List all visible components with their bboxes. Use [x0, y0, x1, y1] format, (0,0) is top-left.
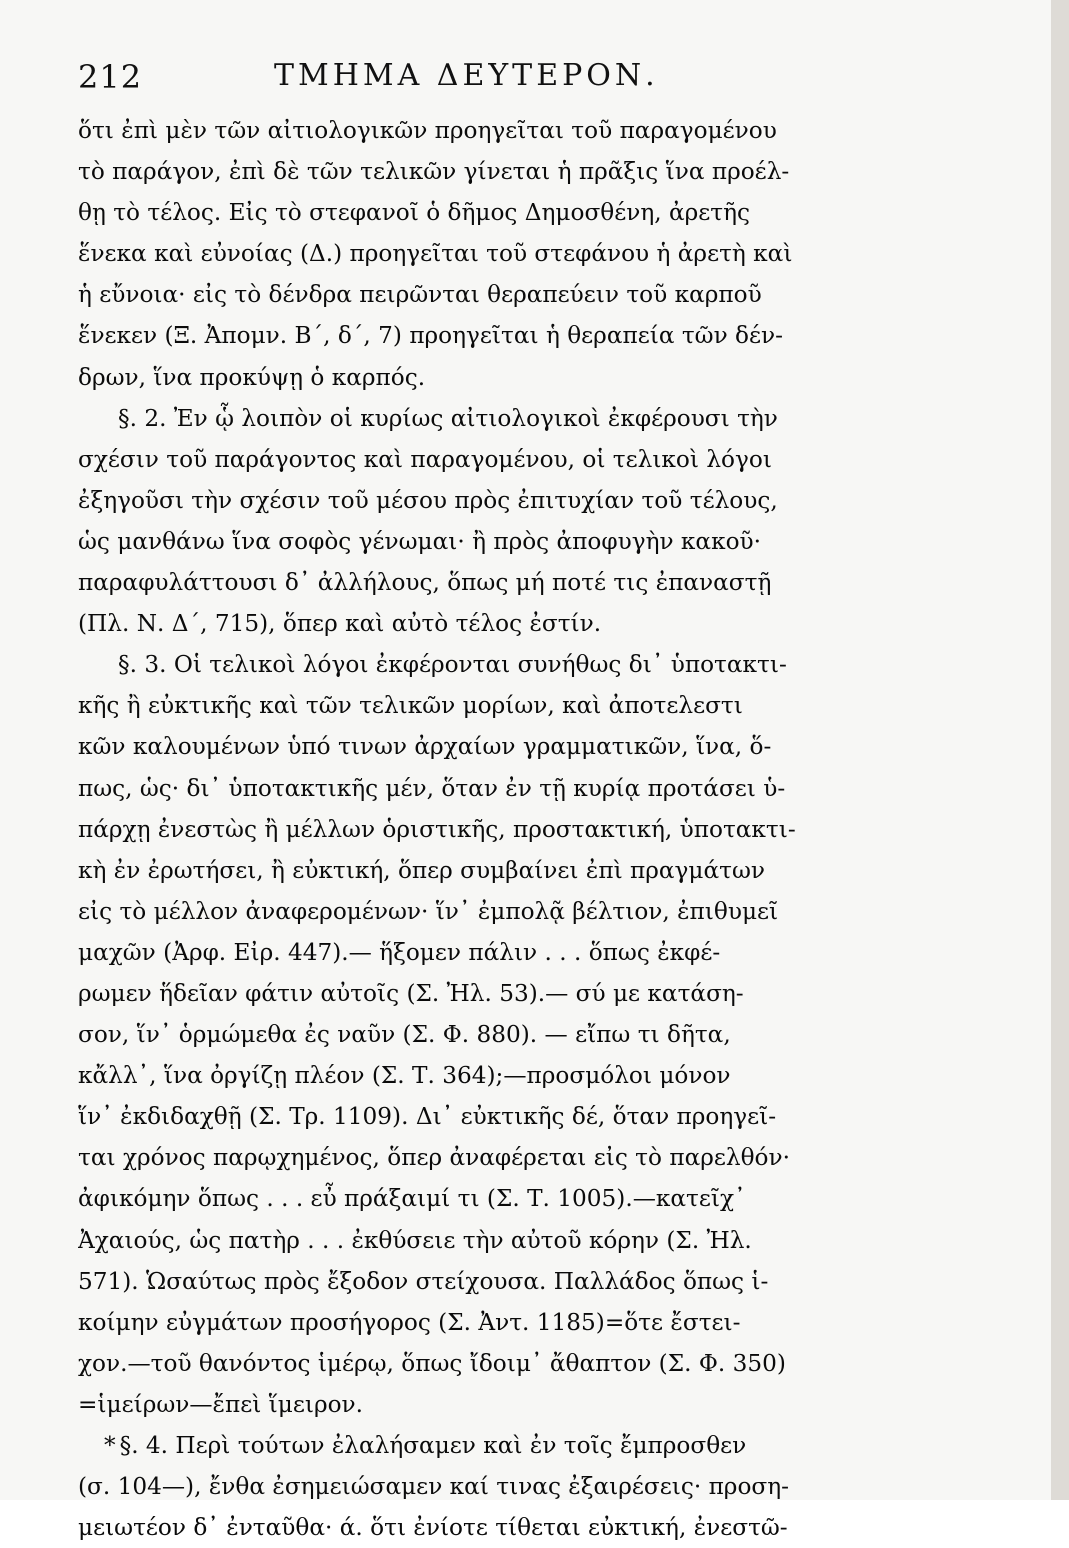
text-line: ἀφικόμην ὅπως . . . εὖ πράξαιμί τι (Σ. Τ. 1005).—κατεῖχ᾽: [78, 1185, 746, 1213]
page-header: [78, 58, 1018, 98]
body-text: [78, 110, 1008, 1548]
text-line: ὅτι ἐπὶ μὲν τῶν αἰτιολογικῶν προηγεῖται τοῦ παραγομένου: [78, 117, 777, 144]
text-line: (σ. 104—), ἔνθα ἐσημειώσαμεν καί τινας ἐξαιρέσεις· προση-: [78, 1473, 789, 1501]
text-line: παραφυλάττουσι δ᾽ ἀλλήλους, ὅπως μή ποτέ τις ἐπαναστῇ: [78, 569, 772, 597]
text-line: μαχῶν (Ἀρφ. Εἰρ. 447).— ἥξομεν πάλιν . . . ὅπως ἐκφέ-: [78, 938, 721, 966]
text-line: δρων, ἵνα προκύψῃ ὁ καρπός.: [78, 363, 426, 391]
text-line: 571). Ὡσαύτως πρὸς ἔξοδον στείχουσα. Παλλάδος ὅπως ἱ-: [78, 1267, 769, 1295]
text-line: θῃ τὸ τέλος. Εἰς τὸ στεφανοῖ ὁ δῆμος Δημοσθένη, ἀρετῆς: [78, 199, 750, 227]
text-line: κῶν καλουμένων ὑπό τινων ἀρχαίων γραμματικῶν, ἵνα, ὅ-: [78, 733, 772, 761]
text-line: Ἀχαιούς, ὡς πατὴρ . . . ἐκθύσειε τὴν αὐτοῦ κόρην (Σ. Ἠλ.: [78, 1226, 752, 1254]
text-line: =ἱμείρων—ἔπεὶ ἵμειρον.: [78, 1390, 363, 1418]
text-line: μειωτέον δ᾽ ἐνταῦθα· ά. ὅτι ἐνίοτε τίθεται εὐκτική, ἐνεστῶ-: [78, 1514, 788, 1542]
text-line: σχέσιν τοῦ παράγοντος καὶ παραγομένου, οἱ τελικοὶ λόγοι: [78, 445, 772, 473]
text-line: πάρχῃ ἐνεστὼς ἢ μέλλων ὁριστικῆς, προστακτική, ὑποτακτι-: [78, 815, 796, 843]
text-line: ἵν᾽ ἐκδιδαχθῇ (Σ. Τρ. 1109). Δι᾽ εὐκτικῆς δέ, ὅταν προηγεῖ-: [78, 1103, 777, 1131]
text-line: ὡς μανθάνω ἵνα σοφὸς γένωμαι· ἢ πρὸς ἀποφυγὴν κακοῦ·: [78, 527, 762, 555]
running-head: ΤΜΗΜΑ ΔΕΥΤΕΡΟΝ.: [274, 58, 659, 93]
section-line: §. 3. Οἱ τελικοὶ λόγοι ἐκφέρονται συνήθως δι᾽ ὑποτακτι-: [118, 651, 787, 679]
text-line: ἐξηγοῦσι τὴν σχέσιν τοῦ μέσου πρὸς ἐπιτυχίαν τοῦ τέλους,: [78, 486, 778, 514]
text-line: κὴ ἐν ἐρωτήσει, ἢ εὐκτική, ὅπερ συμβαίνει ἐπὶ πραγμάτων: [78, 856, 765, 884]
text-line: σον, ἵν᾽ ὁρμώμεθα ἐς ναῦν (Σ. Φ. 880). — εἴπω τι δῆτα,: [78, 1021, 731, 1049]
footnote-mark: *: [104, 1432, 116, 1459]
section-text: §. 4. Περὶ τούτων ἐλαλήσαμεν καὶ ἐν τοῖς ἔμπροσθεν: [119, 1432, 747, 1459]
text-line: (Πλ. Ν. Δ΄, 715), ὅπερ καὶ αὐτὸ τέλος ἐστίν.: [78, 610, 602, 638]
text-line: ἡ εὔνοια· εἰς τὸ δένδρα πειρῶνται θεραπεύειν τοῦ καρποῦ: [78, 281, 762, 309]
section-line: §. 2. Ἐν ᾧ λοιπὸν οἱ κυρίως αἰτιολογικοὶ ἐκφέρουσι τὴν: [118, 404, 778, 432]
text-line: τὸ παράγον, ἐπὶ δὲ τῶν τελικῶν γίνεται ἡ πρᾶξις ἵνα προέλ-: [78, 158, 790, 186]
text-line: κῆς ἢ εὐκτικῆς καὶ τῶν τελικῶν μορίων, καὶ ἀποτελεστι: [78, 692, 743, 720]
text-line: ρωμεν ἥδεῖαν φάτιν αὐτοῖς (Σ. Ἠλ. 53).— σύ με κατάση-: [78, 979, 744, 1007]
text-line: κοίμην εὐγμάτων προσήγορος (Σ. Ἀντ. 1185)=ὅτε ἔστει-: [78, 1308, 741, 1336]
text-line: ἕνεκεν (Ξ. Ἀπομν. Β΄, δ΄, 7) προηγεῖται ἡ θεραπεία τῶν δέν-: [78, 322, 783, 350]
text-line: ἕνεκα καὶ εὐνοίας (Δ.) προηγεῖται τοῦ στεφάνου ἡ ἀρετὴ καὶ: [78, 240, 793, 268]
text-line: εἰς τὸ μέλλον ἀναφερομένων· ἵν᾽ ἐμπολᾷ βέλτιον, ἐπιθυμεῖ: [78, 897, 779, 925]
text-line: πως, ὡς· δι᾽ ὑποτακτικῆς μέν, ὅταν ἐν τῇ κυρίᾳ προτάσει ὑ-: [78, 774, 786, 802]
text-line: χον.—τοῦ θανόντος ἱμέρῳ, ὅπως ἴδοιμ᾽ ἄθαπτον (Σ. Φ. 350): [78, 1349, 786, 1377]
section-line: [78, 1425, 1008, 1466]
page-number: 212: [78, 58, 143, 96]
text-line: κἄλλ᾽, ἵνα ὀργίζῃ πλέον (Σ. Τ. 364);—προσμόλοι μόνον: [78, 1062, 731, 1090]
text-line: ται χρόνος παρῳχημένος, ὅπερ ἀναφέρεται εἰς τὸ παρελθόν·: [78, 1144, 790, 1172]
